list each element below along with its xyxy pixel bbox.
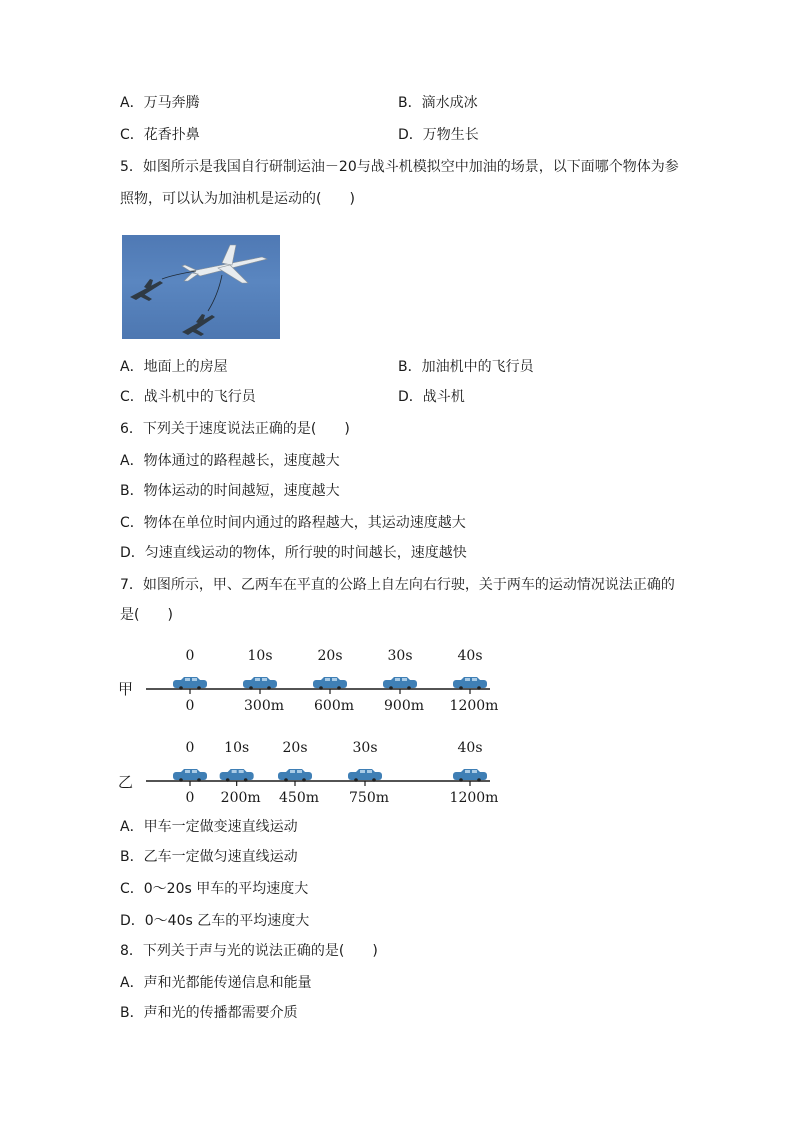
car-marker xyxy=(453,677,487,690)
distance-label: 750m xyxy=(349,790,389,806)
q8-option-a: A．声和光都能传递信息和能量 xyxy=(120,975,312,991)
distance-label: 1200m xyxy=(449,698,499,714)
q7-stem-line2: 是( ) xyxy=(120,607,173,623)
q7-stem-line1: 7．如图所示，甲、乙两车在平直的公路上自左向右行驶，关于两车的运动情况说法正确的 xyxy=(120,577,675,593)
car-marker xyxy=(348,769,382,782)
distance-label: 200m xyxy=(220,790,261,806)
car-marker xyxy=(173,677,207,690)
q6-option-d: D．匀速直线运动的物体，所行驶的时间越长，速度越快 xyxy=(120,545,467,561)
q5-option-a: A．地面上的房屋 xyxy=(120,359,228,375)
car-b-label: 乙 xyxy=(118,773,134,791)
q4-option-b: B．滴水成冰 xyxy=(398,95,478,111)
distance-label: 0 xyxy=(185,698,195,714)
q4-option-c: C．花香扑鼻 xyxy=(120,127,200,143)
car-marker xyxy=(173,769,207,782)
car-a-label: 甲 xyxy=(118,680,134,698)
q6-option-a: A．物体通过的路程越长，速度越大 xyxy=(120,453,340,469)
car-marker xyxy=(278,769,312,782)
time-label: 0 xyxy=(185,740,195,756)
distance-label: 0 xyxy=(185,790,195,806)
time-label: 40s xyxy=(457,740,483,756)
car-marker xyxy=(313,677,347,690)
q4-option-a: A．万马奔腾 xyxy=(120,95,200,111)
car-marker xyxy=(383,677,417,690)
q8-stem: 8．下列关于声与光的说法正确的是( ) xyxy=(120,943,378,959)
car-marker xyxy=(453,769,487,782)
q8-option-b: B．声和光的传播都需要介质 xyxy=(120,1005,298,1021)
time-label: 10s xyxy=(224,740,250,756)
distance-label: 300m xyxy=(244,698,284,714)
q5-option-c: C．战斗机中的飞行员 xyxy=(120,389,256,405)
time-label: 0 xyxy=(185,648,195,664)
distance-label: 600m xyxy=(314,698,354,714)
distance-label: 450m xyxy=(279,790,319,806)
q5-stem-line2: 照物，可以认为加油机是运动的( ) xyxy=(120,191,355,207)
car-marker xyxy=(220,769,254,782)
time-label: 40s xyxy=(457,648,483,664)
q7-option-b: B．乙车一定做匀速直线运动 xyxy=(120,849,298,865)
q6-option-b: B．物体运动的时间越短，速度越大 xyxy=(120,483,340,499)
q5-option-d: D．战斗机 xyxy=(398,389,465,405)
q6-stem: 6．下列关于速度说法正确的是( ) xyxy=(120,421,350,437)
time-label: 30s xyxy=(387,648,413,664)
distance-label: 1200m xyxy=(449,790,499,806)
car-motion-diagram xyxy=(118,644,518,809)
time-label: 30s xyxy=(352,740,378,756)
q7-option-c: C．0～20s 甲车的平均速度大 xyxy=(120,881,309,897)
time-label: 20s xyxy=(282,740,308,756)
q6-option-c: C．物体在单位时间内通过的路程越大，其运动速度越大 xyxy=(120,515,466,531)
car-marker xyxy=(243,677,277,690)
q5-option-b: B．加油机中的飞行员 xyxy=(398,359,534,375)
q5-stem-line1: 5．如图所示是我国自行研制运油－20与战斗机模拟空中加油的场景，以下面哪个物体为参 xyxy=(120,159,679,175)
q7-option-a: A．甲车一定做变速直线运动 xyxy=(120,819,298,835)
refueling-photo xyxy=(122,235,280,339)
q7-option-d: D．0～40s 乙车的平均速度大 xyxy=(120,913,310,929)
time-label: 20s xyxy=(317,648,343,664)
time-label: 10s xyxy=(247,648,273,664)
distance-label: 900m xyxy=(384,698,424,714)
q4-option-d: D．万物生长 xyxy=(398,127,479,143)
